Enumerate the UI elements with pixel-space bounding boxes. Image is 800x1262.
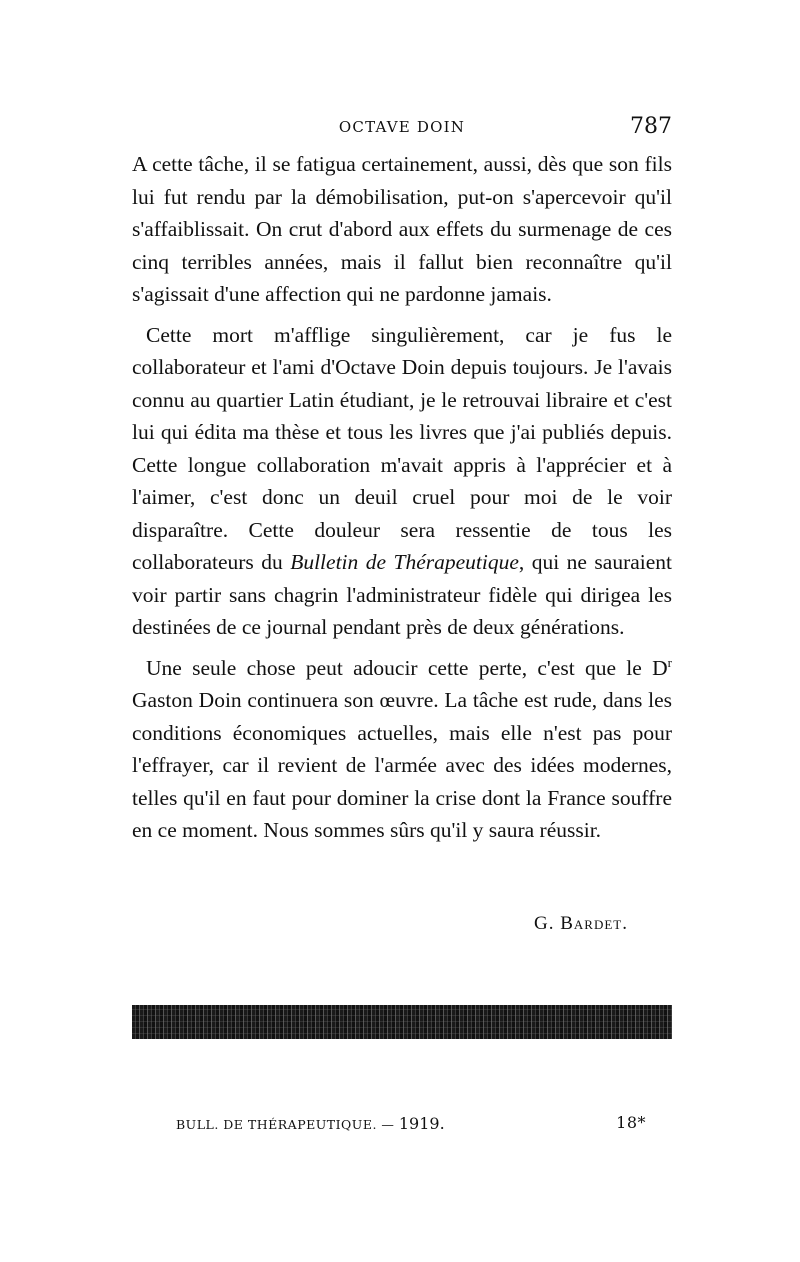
footer-journal-line: [176, 1114, 445, 1133]
paragraph-2-text-a: Cette mort m'afflige singulièrement, car je fus le collaborateur et l'ami d'Octave Doin depuis toujours. Je l'avais connu au quartier Latin étudiant, je le retrouvai libraire et c'est lui qui édita ma thèse et tous les livres que j'ai publiés depuis. Cette longue collaboration m'avait appris à l'apprécier et à l'aimer, c'est donc un deuil cruel pour moi de le voir disparaître. Cette douleur sera ressentie de tous les collaborateurs du: [132, 322, 672, 574]
running-title: OCTAVE DOIN: [338, 118, 466, 136]
paragraph-3-text-a: Une seule chose peut adoucir cette perte, c'est que le D: [146, 655, 668, 680]
ornamental-rule: [132, 1005, 672, 1039]
footer-year: 1919.: [398, 1114, 445, 1133]
doctor-abbrev-sup: r: [667, 654, 672, 670]
paragraph-3: [132, 652, 672, 847]
journal-title: Bulletin de Thérapeutique: [290, 550, 519, 574]
author-signature: [534, 913, 628, 935]
paragraph-1: A cette tâche, il se fatigua certainement, aussi, dès que son fils lui fut rendu par la démobilisation, put-on s'apercevoir qu'il s'affaiblissait. On crut d'abord aux effets du surmenage de ces cinq terribles années, mais il fallut bien reconnaître qu'il s'agissait d'une affection qui ne pardonne jamais.: [132, 152, 672, 306]
paragraph-2: [132, 319, 672, 644]
footer-journal: BULL. DE THÉRAPEUTIQUE. —: [176, 1117, 395, 1132]
running-head: [132, 114, 672, 144]
paragraph-3-text-b: Gaston Doin continuera son œuvre. La tâche est rude, dans les conditions économiques actuelles, mais elle n'est pas pour l'effrayer, car il revient de l'armée avec des idées modernes, telles qu'il en faut pour dominer la crise dont la France souffre en ce moment. Nous sommes sûrs qu'il y saura réussir.: [132, 688, 672, 842]
article-body: [132, 148, 672, 855]
signature-initial: G.: [534, 913, 555, 934]
page-footer: [176, 1114, 646, 1138]
footer-signature-mark: 18*: [616, 1113, 646, 1132]
page-number: 787: [630, 114, 672, 139]
paragraph-2-text-b: , qui ne sauraient voir partir sans chagrin l'administrateur fidèle qui dirigea les destinées de ce journal pendant près de deux générations.: [132, 550, 673, 639]
signature-surname: Bardet.: [560, 913, 628, 934]
